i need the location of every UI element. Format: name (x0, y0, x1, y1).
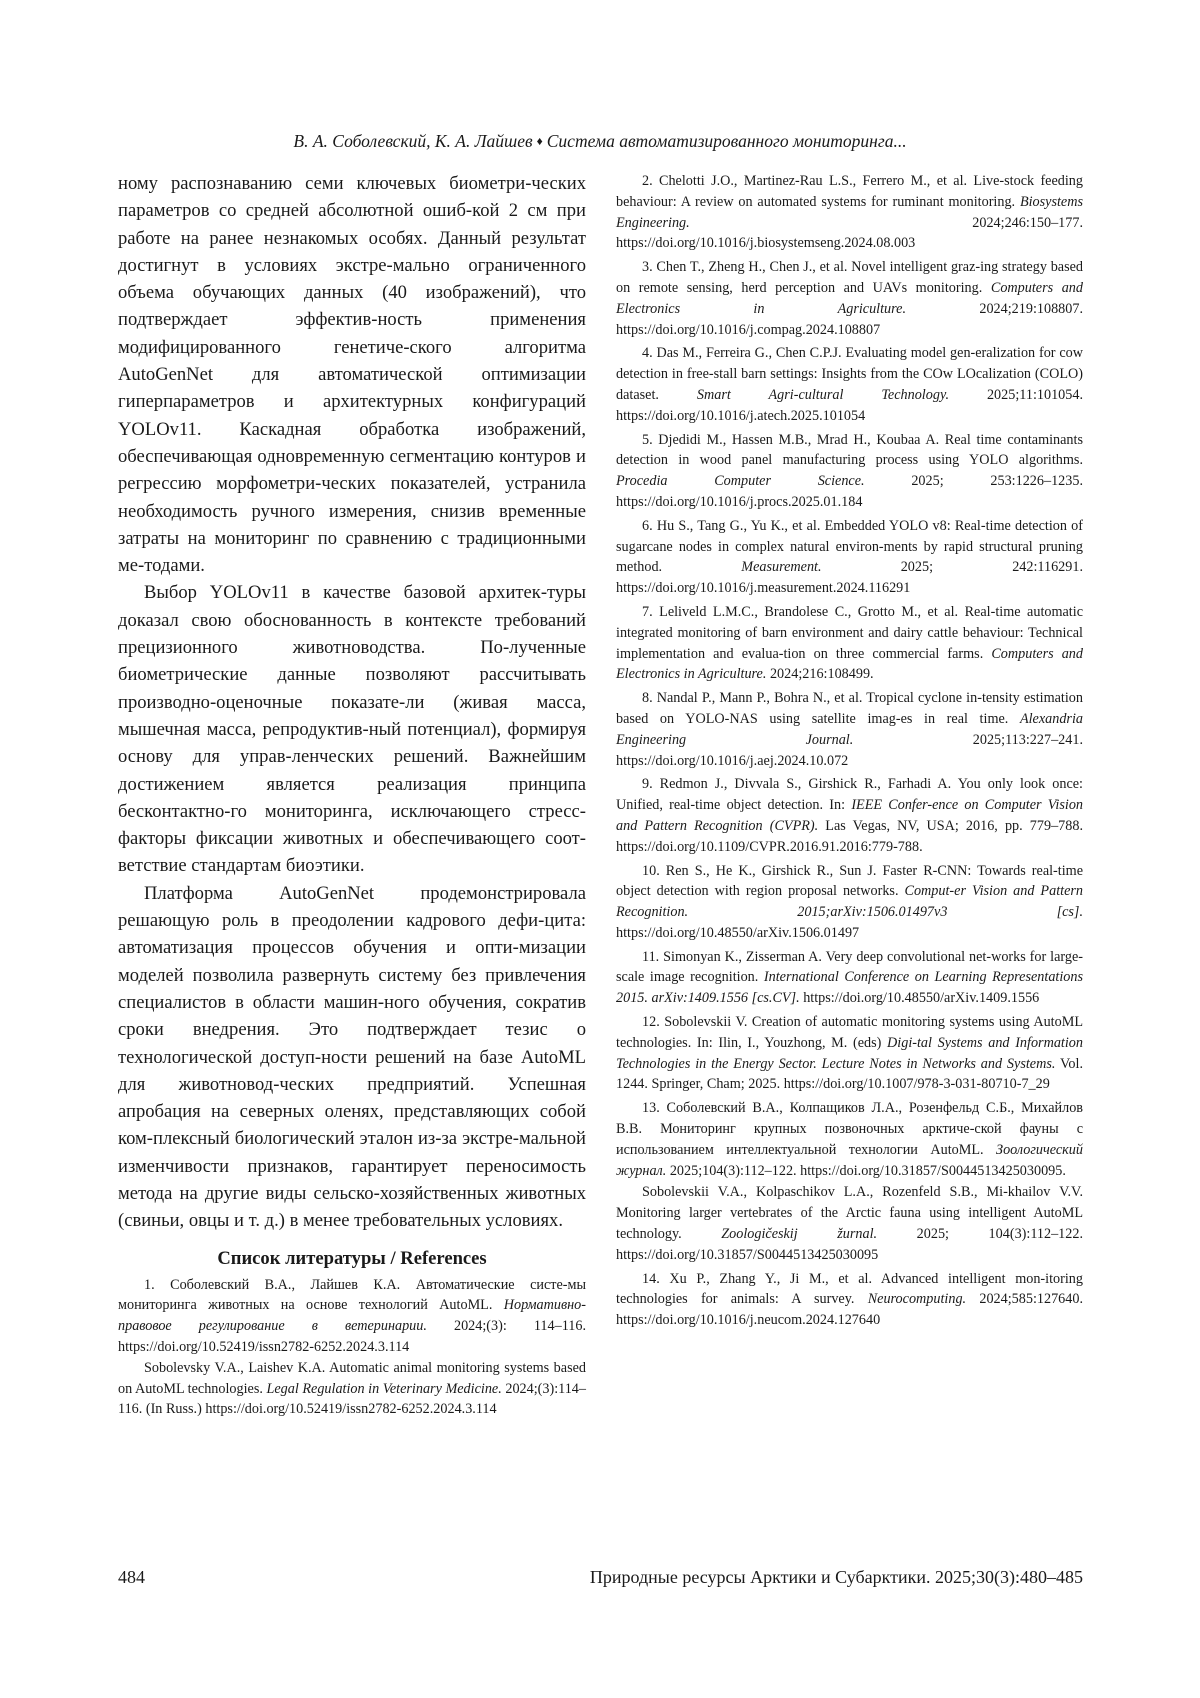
body-paragraph: Платформа AutoGenNet продемонстрировала решающую роль в преодолении кадрового дефи-цита: автоматизация процессов обучения и опти-мизации моделей позволила развернуть систему без привлечения специалистов в области машин-ного обучения, сократив сроки внедрения. Это подтверждает тезис о технологической доступ-ности решений на базе AutoML для животновод-ческих предприятий. Успешная апробация на северных оленях, представляющих собой ком-плексный биологический эталон из-за экстре-мальной изменчивости признаков, гарантирует переносимость метода на другие виды сельско-хозяйственных животных (свиньи, овцы и т. д.) в менее требовательных условиях. (118, 882, 586, 1232)
reference-item: 13. Соболевский В.А., Колпащиков Л.А., Розенфельд С.Б., Михайлов В.В. Мониторинг крупных позвоночных арктиче-ской фауны с использованием интеллектуальной технологии AutoML. Зоологический журнал. 2025;104(3):112–122. https://doi.org/10.31857/S0044513425030095. (616, 1100, 1083, 1179)
reference-item: 2. Chelotti J.O., Martinez-Rau L.S., Ferrero M., et al. Live-stock feeding behaviour: A review on automated systems for ruminant monitoring. Biosystems Engineering. 2024;246:150–177. https://doi.org/10.1016/j.biosystemseng.2024.08.003 (616, 173, 1083, 252)
left-column (118, 170, 586, 1420)
reference-item: 3. Chen T., Zheng H., Chen J., et al. Novel intelligent graz-ing strategy based on remote sensing, herd perception and UAVs monitoring. Computers and Electronics in Agriculture. 2024;219:108807. https://doi.org/10.1016/j.compag.2024.108807 (616, 259, 1083, 338)
reference-item: 9. Redmon J., Divvala S., Girshick R., Farhadi A. You only look once: Unified, real-time object detection. In: IEEE Confer-ence on Computer Vision and Pattern Recognition (CVPR). Las Vegas, NV, USA; 2016, pp. 779–788. https://doi.org/10.1109/CVPR.2016.91.2016:779-788. (616, 776, 1084, 855)
page-number: 484 (118, 1567, 145, 1587)
reference-item-translation: Sobolevsky V.A., Laishev K.A. Automatic animal monitoring systems based on AutoML technologies. Legal Regulation in Veterinary Medicine. 2024;(3):114–116. (In Russ.) https://doi.org/10.52419/issn2782-6252.2024.3.114 (118, 1359, 586, 1418)
reference-item: 1. Соболевский В.А., Лайшев К.А. Автоматические систе-мы мониторинга животных на основе технологий AutoML. Нормативно-правовое регулирование в ветеринарии. 2024;(3): 114–116. https://doi.org/10.52419/issn2782-6252.2024.3.114 (118, 1276, 586, 1355)
right-column (616, 171, 1083, 1334)
reference-item: 14. Xu P., Zhang Y., Ji M., et al. Advanced intelligent mon-itoring technologies for animals: A survey. Neurocomputing. 2024;585:127640. https://doi.org/10.1016/j.neucom.2024.127640 (616, 1270, 1083, 1329)
references-heading: Список литературы / References (217, 1247, 487, 1269)
body-paragraph: Выбор YOLOv11 в качестве базовой архитек-туры доказал свою обоснованность в контексте требований прецизионного животноводства. По-лученные биометрические данные позволяют рассчитывать производно-оценочные показате-ли (живая масса, мышечная масса, репродуктив-ный потенциал), формируя основу для управ-ленческих решений. Важнейшим достижением является реализация принципа бесконтактно-го мониторинга, исключающего стресс-факторы фиксации животных и обеспечивающего соот-ветствие стандартам биоэтики. (118, 582, 586, 877)
running-head-authors: В. А. Соболевский, К. А. Лайшев (293, 131, 533, 151)
diamond-separator-icon: ♦ (536, 134, 543, 148)
running-head (118, 130, 1082, 152)
reference-item: 12. Sobolevskii V. Creation of automatic monitoring systems using AutoML technologies. In: Ilin, I., Youzhong, M. (eds) Digi-tal Systems and Information Technologies in the Energy Sector. Lecture Notes in Networks and Systems. Vol. 1244. Springer, Cham; 2025. https://doi.org/10.1007/978-3-031-80710-7_29 (616, 1014, 1083, 1093)
reference-item-translation: Sobolevskii V.A., Kolpaschikov L.A., Rozenfeld S.B., Mi-khailov V.V. Monitoring larger vertebrates of the Arctic fauna using intelligent AutoML technology. Zoologičeskij žurnal. 2025; 104(3):112–122. https://doi.org/10.31857/S0044513425030095 (616, 1184, 1084, 1263)
body-paragraph: ному распознаванию семи ключевых биометри-ческих параметров со средней абсолютной ошиб-кой 2 см при работе на ранее незнакомых особях. Данный результат достигнут в условиях экстре-мально ограниченного объема обучающих данных (40 изображений), что подтверждает эффектив-ность применения модифицированного генетиче-ского алгоритма AutoGenNet для автоматической оптимизации гиперпараметров и архитектурных конфигураций YOLOv11. Каскадная обработка изображений, обеспечивающая одновременную сегментацию контуров и регрессию морфометри-ческих показателей, устранила необходимость ручного измерения, снизив временные затраты на мониторинг по сравнению с традиционными ме-тодами. (118, 173, 586, 577)
reference-item: 8. Nandal P., Mann P., Bohra N., et al. Tropical cyclone in-tensity estimation based on YOLO-NAS using satellite imag-es in real time. Alexandria Engineering Journal. 2025;113:227–241. https://doi.org/10.1016/j.aej.2024.10.072 (616, 690, 1083, 769)
reference-item: 11. Simonyan K., Zisserman A. Very deep convolutional net-works for large-scale image recognition. International Conference on Learning Representations 2015. arXiv:1409.1556 [cs.CV]. https://doi.org/10.48550/arXiv.1409.1556 (616, 948, 1084, 1007)
reference-item: 5. Djedidi M., Hassen M.B., Mrad H., Koubaa A. Real time contaminants detection in wood panel manufacturing process using YOLO algorithms. Procedia Computer Science. 2025; 253:1226–1235. https://doi.org/10.1016/j.procs.2025.01.184 (616, 431, 1083, 510)
journal-citation: Природные ресурсы Арктики и Субарктики. 2025;30(3):480–485 (589, 1567, 1083, 1587)
reference-item: 6. Hu S., Tang G., Yu K., et al. Embedded YOLO v8: Real-time detection of sugarcane nodes in complex natural environ-ments by rapid structural pruning method. Measurement. 2025; 242:116291. https://doi.org/10.1016/j.measurement.2024.116291 (616, 517, 1083, 597)
reference-item: 7. Leliveld L.M.C., Brandolese C., Grotto M., et al. Real-time automatic integrated monitoring of barn environment and dairy cattle behaviour: Technical implementation and evalua-tion on three commercial farms. Computers and Electronics in Agriculture. 2024;216:108499. (616, 603, 1083, 683)
reference-item: 10. Ren S., He K., Girshick R., Sun J. Faster R-CNN: Towards real-time object detection with region proposal networks. Comput-er Vision and Pattern Recognition. 2015;arXiv:1506.01497v3 [cs]. https://doi.org/10.48550/arXiv.1506.01497 (616, 862, 1083, 941)
reference-item: 4. Das M., Ferreira G., Chen C.P.J. Evaluating model gen-eralization for cow detection in free-stall barn settings: Insights from the COw LOcalization (COLO) dataset. Smart Agri-cultural Technology. 2025;11:101054. https://doi.org/10.1016/j.atech.2025.101054 (616, 345, 1083, 424)
running-head-title: Система автоматизированного мониторинга... (546, 131, 907, 151)
